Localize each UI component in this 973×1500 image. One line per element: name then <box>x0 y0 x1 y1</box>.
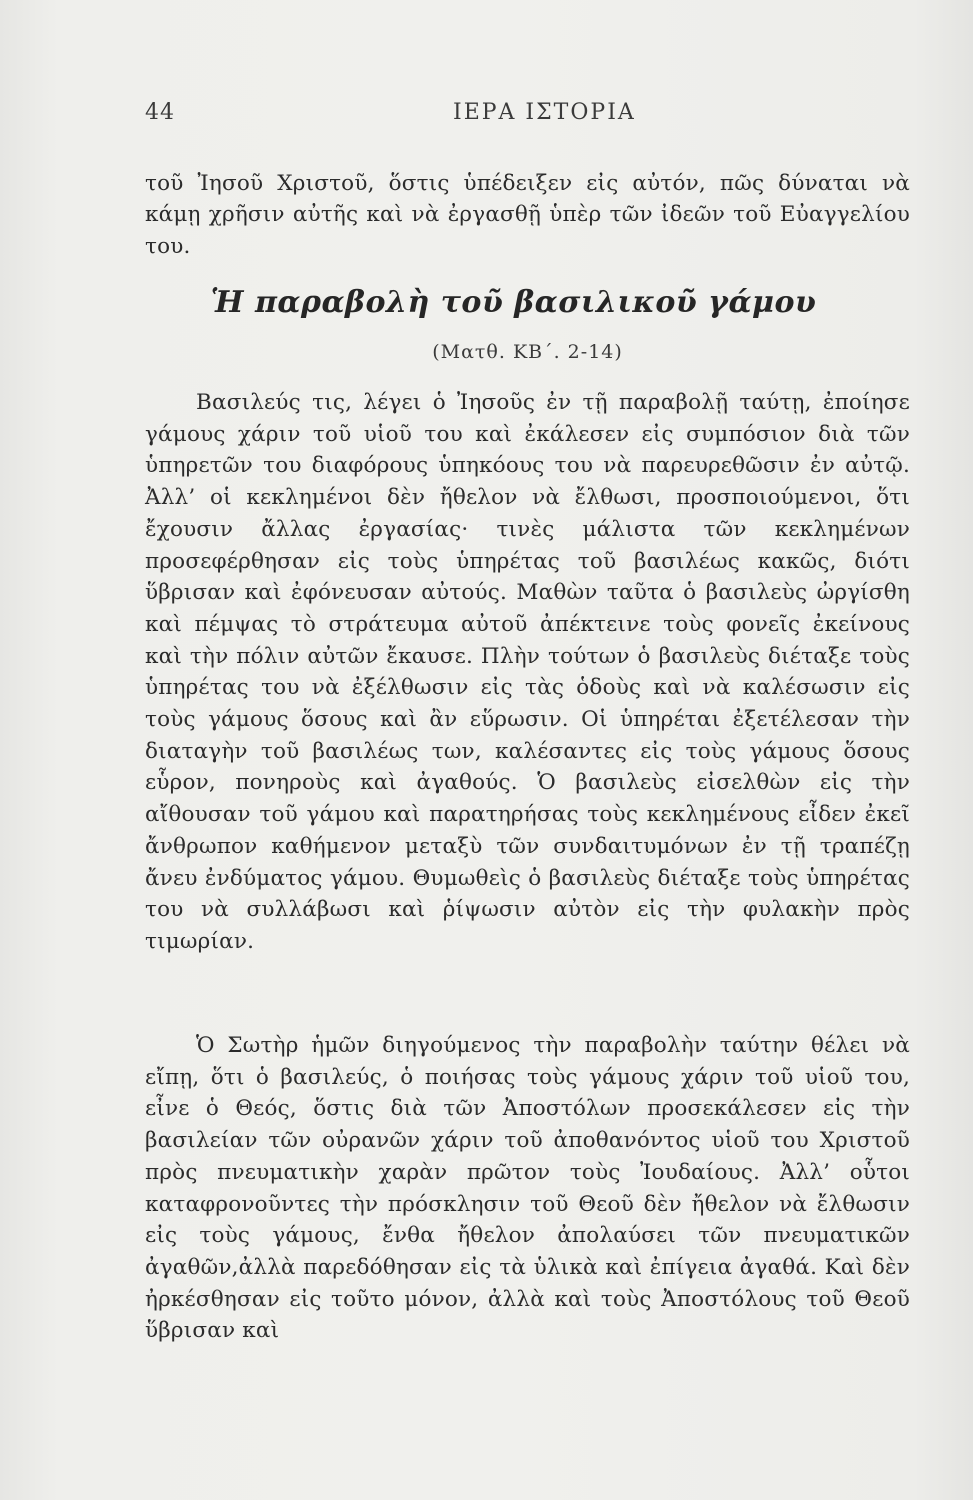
section-title: Ἡ παραβολὴ τοῦ βασιλικοῦ γάμου <box>210 285 817 320</box>
scripture-reference: (Ματθ. ΚΒ΄. 2-14) <box>432 341 623 363</box>
body-paragraph: Ὁ Σωτὴρ ἡμῶν διηγούμενος τὴν παραβολὴν ταύτην θέλει νὰ εἴπῃ, ὅτι ὁ βασιλεύς, ὁ ποιήσας τοὺς γάμους χάριν τοῦ υἱοῦ του, εἶνε ὁ Θεός, ὅστις διὰ τῶν Ἀποστόλων προσεκάλεσεν εἰς τὴν βασιλείαν τῶν οὐρανῶν χάριν τοῦ ἀποθανόντος υἱοῦ του Χριστοῦ πρὸς πνευματικὴν χαρὰν πρῶτον τοὺς Ἰουδαίους. Ἀλλ’ οὗτοι καταφρονοῦντες τὴν πρόσκλησιν τοῦ Θεοῦ δὲν ἤθελον νὰ ἔλθωσιν εἰς τοὺς γάμους, ἔνθα ἤθελον ἀπολαύσει τῶν πνευματικῶν ἀγαθῶν,ἀλλὰ παρεδόθησαν εἰς τὰ ὑλικὰ καὶ ἐπίγεια ἀγαθά. Καὶ δὲν ἠρκέσθησαν εἰς τοῦτο μόνον, ἀλλὰ καὶ τοὺς Ἀποστόλους τοῦ Θεοῦ ὕβρισαν καὶ <box>145 1033 910 1344</box>
intro-paragraph: τοῦ Ἰησοῦ Χριστοῦ, ὅστις ὑπέδειξεν εἰς αὐτόν, πῶς δύναται νὰ κάμῃ χρῆσιν αὐτῆς καὶ νὰ ἐργασθῇ ὑπὲρ τῶν ἰδεῶν τοῦ Εὐαγγελίου του. <box>145 171 910 259</box>
page-header <box>145 100 905 132</box>
body-paragraph: Βασιλεύς τις, λέγει ὁ Ἰησοῦς ἐν τῇ παραβολῇ ταύτῃ, ἐποίησε γάμους χάριν τοῦ υἱοῦ του καὶ ἐκάλεσεν εἰς συμπόσιον διὰ τῶν ὑπηρετῶν του διαφόρους ὑπηκόους του νὰ παρευρεθῶσιν ἐν αὐτῷ. Ἀλλ’ οἱ κεκλημένοι δὲν ἤθελον νὰ ἔλθωσι, προσποιούμενοι, ὅτι ἔχουσιν ἄλλας ἐργασίας· τινὲς μάλιστα τῶν κεκλημένων προσεφέρθησαν εἰς τοὺς ὑπηρέτας τοῦ βασιλέως κακῶς, διότι ὕβρισαν καὶ ἐφόνευσαν αὐτούς. Μαθὼν ταῦτα ὁ βασιλεὺς ὠργίσθη καὶ πέμψας τὸ στράτευμα αὐτοῦ ἀπέκτεινε τοὺς φονεῖς ἐκείνους καὶ τὴν πόλιν αὐτῶν ἔκαυσε. Πλὴν τούτων ὁ βασιλεὺς διέταξε τοὺς ὑπηρέτας του νὰ ἐξέλθωσιν εἰς τὰς ὁδοὺς καὶ νὰ καλέσωσιν εἰς τοὺς γάμους ὅσους καὶ ἂν εὕρωσιν. Οἱ ὑπηρέται ἐξετέλεσαν τὴν διαταγὴν τοῦ βασιλέως των, καλέσαντες εἰς τοὺς γάμους ὅσους εὗρον, πονηροὺς καὶ ἀγαθούς. Ὁ βασιλεὺς εἰσελθὼν εἰς τὴν αἴθουσαν τοῦ γάμου καὶ παρατηρήσας τοὺς κεκλημένους εἶδεν ἐκεῖ ἄνθρωπον καθήμενον μεταξὺ τῶν συνδαιτυμόνων ἐν τῇ τραπέζῃ ἄνευ ἐνδύματος γάμου. Θυμωθεὶς ὁ βασιλεὺς διέταξε τοὺς ὑπηρέτας του νὰ συλλάβωσι καὶ ῥίψωσιν αὐτὸν εἰς τὴν φυλακὴν πρὸς τιμωρίαν. <box>145 390 910 954</box>
running-title: ΙΕΡΑ ΙΣΤΟΡΙΑ <box>453 100 636 125</box>
page-number: 44 <box>145 100 175 125</box>
